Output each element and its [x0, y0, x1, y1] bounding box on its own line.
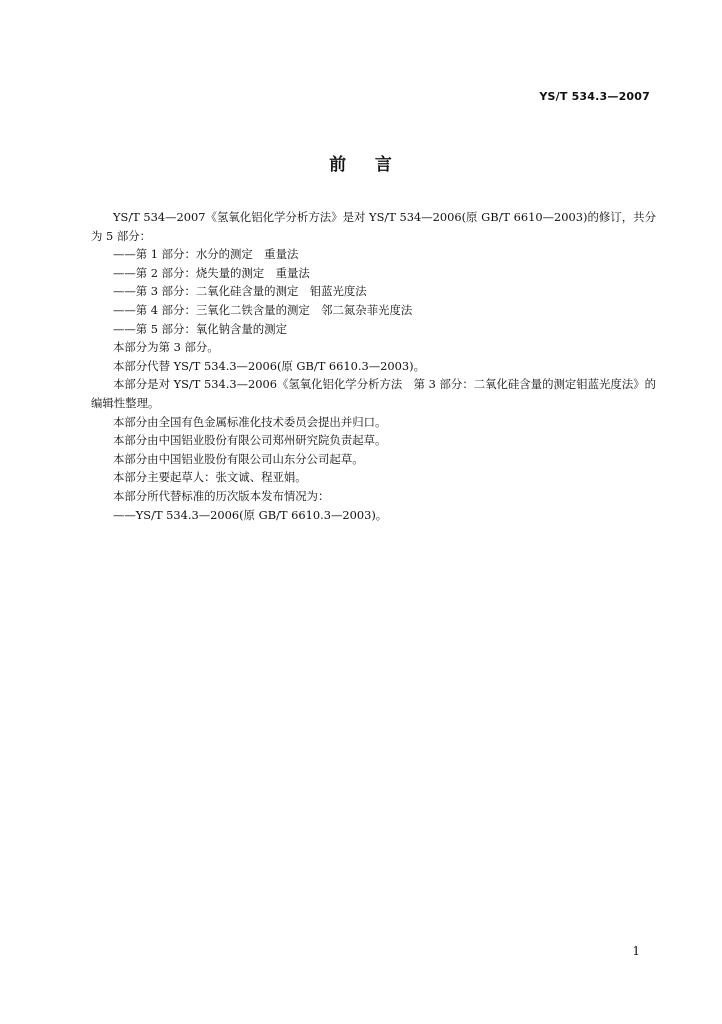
this-part-paragraph: 本部分为第 3 部分。	[113, 340, 219, 355]
foreword-body	[91, 208, 656, 524]
list-item-part4: ——第 4 部分：三氧化二铁含量的测定 邻二氮杂菲光度法	[113, 302, 413, 317]
responsible-paragraph: 本部分由中国铝业股份有限公司郑州研究院负责起草。	[113, 433, 387, 448]
intro-paragraph: YS/T 534—2007《氢氧化铝化学分析方法》是对 YS/T 534—2006(原 GB/T 6610—2003)的修订，共分为 5 部分：	[91, 210, 656, 243]
drafted-by-paragraph: 本部分由中国铝业股份有限公司山东分公司起草。	[113, 451, 364, 466]
list-item-part3: ——第 3 部分：二氧化硅含量的测定 钼蓝光度法	[113, 284, 367, 299]
list-item-part5: ——第 5 部分：氧化钠含量的测定	[113, 321, 287, 336]
drafters-paragraph: 本部分主要起草人：张文诚、程亚娟。	[113, 470, 307, 485]
history-paragraph: 本部分所代替标准的历次版本发布情况为：	[113, 488, 330, 503]
page-title: 前 言	[329, 155, 393, 175]
standard-number: YS/T 534.3—2007	[539, 90, 650, 103]
replaces-paragraph: 本部分代替 YS/T 534.3—2006(原 GB/T 6610.3—2003)。	[113, 358, 425, 373]
list-item-part2: ——第 2 部分：烧失量的测定 重量法	[113, 265, 310, 280]
proposed-by-paragraph: 本部分由全国有色金属标准化技术委员会提出并归口。	[113, 414, 387, 429]
history-list-item: ——YS/T 534.3—2006(原 GB/T 6610.3—2003)。	[113, 507, 388, 522]
page-number: 1	[632, 944, 640, 958]
revision-paragraph: 本部分是对 YS/T 534.3—2006《氢氧化铝化学分析方法 第 3 部分：二氧化硅含量的测定钼蓝光度法》的编辑性整理。	[91, 377, 656, 410]
list-item-part1: ——第 1 部分：水分的测定 重量法	[113, 247, 299, 262]
